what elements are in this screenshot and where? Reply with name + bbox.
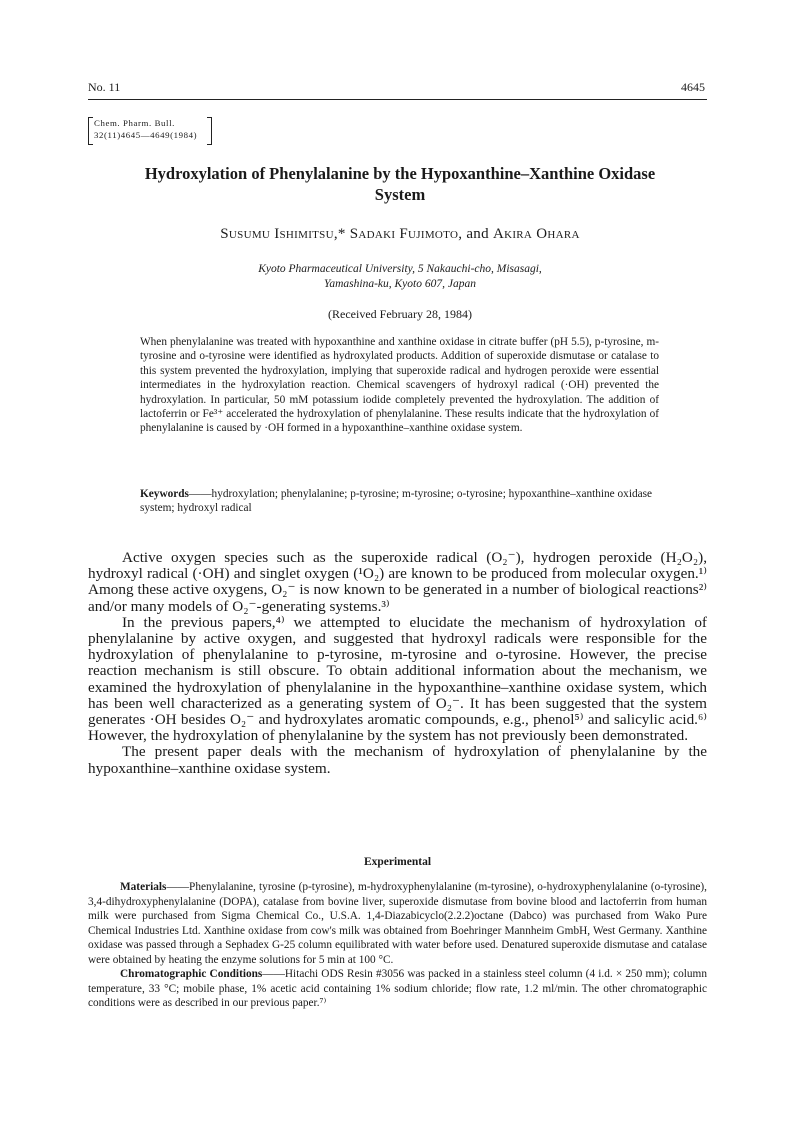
left-bracket <box>88 117 93 145</box>
article-title: Hydroxylation of Phenylalanine by the Hypoxanthine–Xanthine Oxidase System <box>144 164 656 204</box>
issue-number: No. 11 <box>88 80 121 94</box>
materials-text: Phenylalanine, tyrosine (p-tyrosine), m-hydroxyphenylalanine (m-tyrosine), o-hydroxyphenylalanine (o-tyrosine), 3,4-dihydroxyphenylalanine (DOPA), catalase from bovine liver, superoxide dismutase from bovine blood and lactoferrin from human milk were purchased from Sigma Chemical Co., U.S.A. 1,4-Diazabicyclo(2.2.2)octane (Dabco) was purchased from Wako Pure Chemical Industries Ltd. Xanthine oxidase from cow's milk was obtained from Boehringer Mannheim GmbH, West Germany. Xanthine oxidase was passed through a Sephadex G-25 column equilibrated with water before used. Denatured superoxide dismutase and catalase were obtained by heating the enzyme solutions for 5 min at 100 °C. <box>88 881 707 966</box>
journal-ref-line1: Chem. Pharm. Bull. <box>94 118 175 128</box>
chromatographic-text: Hitachi ODS Resin #3056 was packed in a stainless steel column (4 i.d. × 250 mm); column temperature, 33 °C; mobile phase, 1% acetic acid containing 1% sodium chloride; flow rate, 1.2 ml/min. The other chromatographic conditions were as described in our previous paper.⁷⁾ <box>88 968 707 1009</box>
abstract <box>140 335 659 436</box>
journal-ref-line2: 32(11)4645—4649(1984) <box>94 130 198 140</box>
body-paragraph-2: In the previous papers,⁴⁾ we attempted to elucidate the mechanism of hydroxylation of phenylalanine by active oxygen, and suggested that hydroxyl radicals were responsible for the hydroxylation of phenylalanine to p-tyrosine, m-tyrosine and o-tyrosine. However, the precise reaction mechanism is still obscure. To obtain additional information about the mechanism, we examined the hydroxylation of phenylalanine in the hypoxanthine–xanthine oxidase system, which has been well characterized as a generating system of O₂⁻. It has been suggested that the system generates ·OH besides O₂⁻ and hydroxylates aromatic compounds, e.g., phenol⁵⁾ and salicylic acid.⁶⁾ However, the hydroxylation of phenylalanine by the system has not previously been demonstrated. <box>88 613 707 745</box>
author-2: Sadaki Fujimoto, <box>349 226 463 242</box>
keywords-text: hydroxylation; phenylalanine; p-tyrosine; m-tyrosine; o-tyrosine; hypoxanthine–xanthine oxidase system; hydroxyl radical <box>140 488 653 515</box>
page-number: 4645 <box>681 80 705 94</box>
corresponding-mark: * <box>337 226 346 242</box>
chromatographic-dash: —— <box>262 968 285 980</box>
chromatographic-label: Chromatographic Conditions <box>120 968 263 980</box>
keywords-label: Keywords <box>140 488 189 500</box>
materials-label: Materials <box>120 881 167 893</box>
experimental-section <box>88 880 707 1011</box>
journal-reference <box>88 117 212 143</box>
right-bracket <box>207 117 212 145</box>
affiliation <box>100 262 700 292</box>
received-date: (Received February 28, 1984) <box>328 307 472 321</box>
materials-paragraph <box>88 880 707 967</box>
body-paragraph-1: Active oxygen species such as the superoxide radical (O₂⁻), hydrogen peroxide (H₂O₂), hydroxyl radical (·OH) and singlet oxygen (¹O₂) are known to be produced from molecular oxygen.¹⁾ Among these active oxygens, O₂⁻ is now known to be generated in a number of biological reactions²⁾ and/or many models of O₂⁻-generating systems.³⁾ <box>88 549 707 615</box>
author-3: Akira Ohara <box>492 226 580 242</box>
author-list <box>100 226 700 243</box>
chromatographic-paragraph <box>88 967 707 1011</box>
header-rule <box>88 99 707 100</box>
materials-dash: —— <box>166 881 190 893</box>
author-1: Susumu Ishimitsu, <box>220 226 338 242</box>
keywords <box>140 487 659 516</box>
introduction <box>88 550 707 777</box>
keywords-dash: —— <box>188 488 212 500</box>
affiliation-line2: Yamashina-ku, Kyoto 607, Japan <box>324 278 476 290</box>
affiliation-line1: Kyoto Pharmaceutical University, 5 Nakauchi-cho, Misasagi, <box>258 263 542 275</box>
author-conjunction: and <box>466 226 489 242</box>
body-paragraph-3: The present paper deals with the mechanism of hydroxylation of phenylalanine by the hypoxanthine–xanthine oxidase system. <box>88 743 707 777</box>
abstract-text: When phenylalanine was treated with hypoxanthine and xanthine oxidase in citrate buffer (pH 5.5), p-tyrosine, m-tyrosine and o-tyrosine were identified as hydroxylated products. Addition of superoxide dismutase or catalase to this system prevented the hydroxylation, implying that superoxide radical and hydrogen peroxide were essential intermediates in the hydroxylation reaction. Chemical scavengers of hydroxyl radical (·OH) prevented the hydroxylation. In particular, 50 mM potassium iodide completely prevented the hydroxylation. The addition of lactoferrin or Fe³⁺ accelerated the hydroxylation of phenylalanine. These results indicate that the hydroxylation of phenylalanine is caused by ·OH formed in a hypoxanthine–xanthine oxidase system. <box>140 336 659 435</box>
section-heading-experimental: Experimental <box>363 856 432 868</box>
